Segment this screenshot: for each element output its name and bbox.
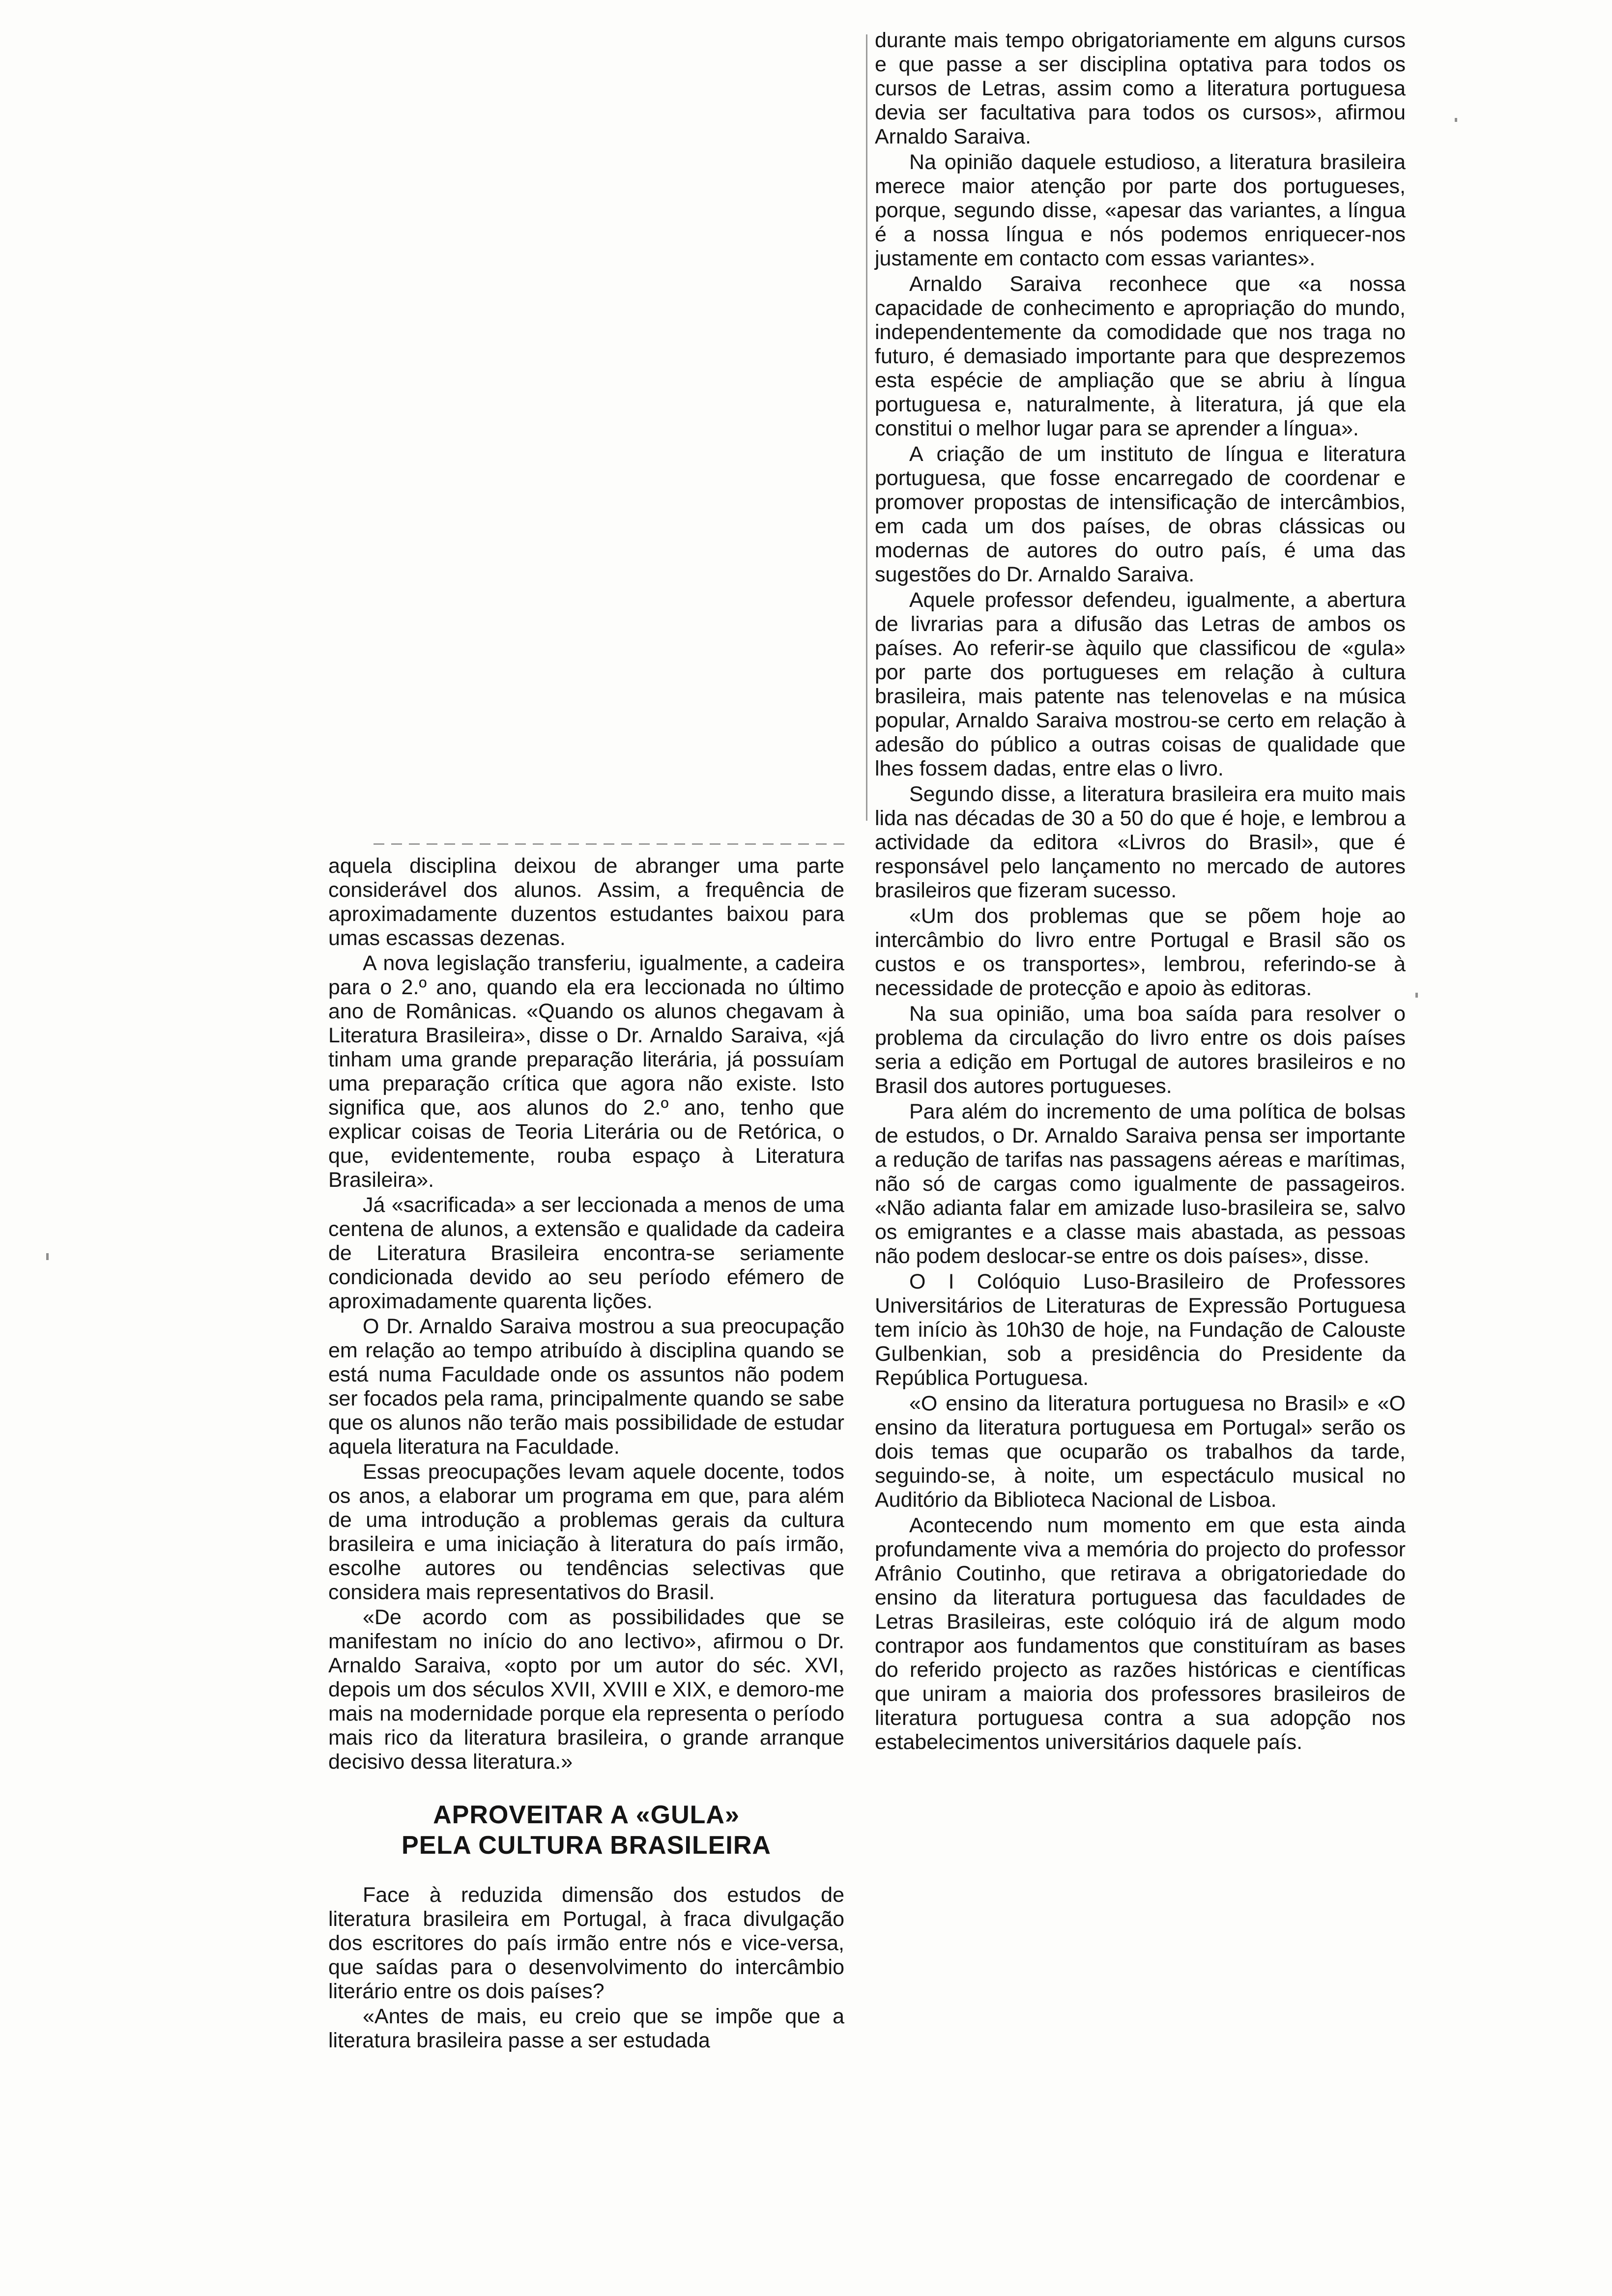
article-paragraph: Face à reduzida dimensão dos estudos de literatura brasileira em Portugal, à fraca divulgação dos escritores do país irmão entre nós e vice-versa, que saídas para o desenvolvimento do intercâmbio literário entre os dois países? [328,1883,844,2003]
scan-speck [46,1253,49,1260]
scan-speck [1415,993,1418,998]
scan-speck [1455,118,1457,122]
article-paragraph: O Dr. Arnaldo Saraiva mostrou a sua preocupação em relação ao tempo atribuído à disciplina quando se está numa Faculdade onde os assuntos não podem ser focados pela rama, principalmente quando se sabe que os alunos não terão mais possibilidade de estudar aquela literatura na Faculdade. [328,1315,844,1459]
subheading-line: PELA CULTURA BRASILEIRA [402,1831,771,1860]
left-column [328,854,844,2279]
article-paragraph: «O ensino da literatura portuguesa no Brasil» e «O ensino da literatura portuguesa em Portugal» serão os dois temas que ocuparão os trabalhos da tarde, seguindo-se, à noite, um espectáculo musical no Auditório da Biblioteca Nacional de Lisboa. [875,1392,1406,1512]
article-paragraph: A nova legislação transferiu, igualmente, a cadeira para o 2.º ano, quando ela era leccionada no último ano de Românicas. «Quando os alunos chegavam à Literatura Brasileira», disse o Dr. Arnaldo Saraiva, «já tinham uma grande preparação literária, já possuíam uma preparação crítica que agora não existe. Isto significa que, aos alunos do 2.º ano, tenho que explicar coisas de Teoria Literária ou de Retórica, o que, evidentemente, rouba espaço à Literatura Brasileira». [328,951,844,1192]
article-paragraph: durante mais tempo obrigatoriamente em alguns cursos e que passe a ser disciplina optativa para todos os cursos de Letras, assim como a literatura portuguesa devia ser facultativa para todos os cursos», afirmou Arnaldo Saraiva. [875,29,1406,148]
article-paragraph: Já «sacrificada» a ser leccionada a menos de uma centena de alunos, a extensão e qualidade da cadeira de Literatura Brasileira encontra-se seriamente condicionada devido ao seu período efémero de aproximadamente quarenta lições. [328,1193,844,1313]
article-paragraph: Essas preocupações levam aquele docente, todos os anos, a elaborar um programa em que, para além de uma introdução a problemas gerais da cultura brasileira e uma iniciação à literatura do país irmão, escolhe autores ou tendências selectivas que considera mais representativos do Brasil. [328,1460,844,1604]
article-paragraph: Para além do incremento de uma política de bolsas de estudos, o Dr. Arnaldo Saraiva pensa ser importante a redução de tarifas nas passagens aéreas e marítimas, não só de cargas como igualmente de passageiros. «Não adianta falar em amizade luso-brasileira se, salvo os emigrantes e a classe mais abastada, as pessoas não podem deslocar-se entre os dois países», disse. [875,1100,1406,1268]
column-cut-line [866,34,867,821]
article-paragraph: Aquele professor defendeu, igualmente, a abertura de livrarias para a difusão das Letras de ambos os países. Ao referir-se àquilo que classificou de «gula» por parte dos portugueses em relação à cultura brasileira, mais patente nas telenovelas e na música popular, Arnaldo Saraiva mostrou-se certo em relação à adesão do público a outras coisas de qualidade que lhes fossem dadas, entre elas o livro. [875,588,1406,780]
article-paragraph: Acontecendo num momento em que esta ainda profundamente viva a memória do projecto do professor Afrânio Coutinho, que retirava a obrigatoriedade do ensino da literatura portuguesa das faculdades de Letras Brasileiras, este colóquio irá de algum modo contrapor aos fundamentos que constituíram as bases do referido projecto as razões históricas e científicas que uniram a maioria dos professores brasileiros de literatura portuguesa contra a sua adopção nos estabelecimentos universitários daquele país. [875,1514,1406,1754]
article-paragraph: «De acordo com as possibilidades que se manifestam no início do ano lectivo», afirmou o Dr. Arnaldo Saraiva, «opto por um autor do séc. XVI, depois um dos séculos XVII, XVIII e XIX, e demoro-me mais na modernidade porque ela representa o período mais rico da literatura brasileira, o grande arranque decisivo dessa literatura.» [328,1606,844,1774]
article-paragraph: A criação de um instituto de língua e literatura portuguesa, que fosse encarregado de coordenar e promover propostas de intensificação de intercâmbios, em cada um dos países, de obras clássicas ou modernas de autores do outro país, é uma das sugestões do Dr. Arnaldo Saraiva. [875,442,1406,586]
article-paragraph: «Um dos problemas que se põem hoje ao intercâmbio do livro entre Portugal e Brasil são os custos e os transportes», lembrou, referindo-se à necessidade de protecção e apoio às editoras. [875,904,1406,1000]
subheading-line: APROVEITAR A «GULA» [433,1801,740,1829]
article-paragraph: Na opinião daquele estudioso, a literatura brasileira merece maior atenção por parte dos portugueses, porque, segundo disse, «apesar das variantes, a língua é a nossa língua e nós podemos enriquecer-nos justamente em contacto com essas variantes». [875,150,1406,270]
article-paragraph: aquela disciplina deixou de abranger uma parte considerável dos alunos. Assim, a frequência de aproximadamente duzentos estudantes baixou para umas escassas dezenas. [328,854,844,950]
article-paragraph: O I Colóquio Luso-Brasileiro de Professores Universitários de Literaturas de Expressão Portuguesa tem início às 10h30 de hoje, na Fundação de Calouste Gulbenkian, sob a presidência do Presidente da República Portuguesa. [875,1270,1406,1390]
article-paragraph: Arnaldo Saraiva reconhece que «a nossa capacidade de conhecimento e apropriação do mundo, independentemente da comodidade que nos traga no futuro, é demasiado importante para que desprezemos esta espécie de ampliação que se abriu à língua portuguesa e, naturalmente, à literatura, já que ela constitui o melhor lugar para se aprender a língua». [875,272,1406,440]
article-paragraph: «Antes de mais, eu creio que se impõe que a literatura brasileira passe a ser estudada [328,2005,844,2052]
article-paragraph: Na sua opinião, uma boa saída para resolver o problema da circulação do livro entre os dois países seria a edição em Portugal de autores brasileiros e no Brasil dos autores portugueses. [875,1002,1406,1098]
article-paragraph: Segundo disse, a literatura brasileira era muito mais lida nas décadas de 30 a 50 do que é hoje, e lembrou a actividade da editora «Livros do Brasil», que é responsável pelo lançamento no mercado de autores brasileiros que fizeram sucesso. [875,782,1406,902]
right-column [875,29,1406,2279]
clipping-cut-edge [374,843,845,845]
section-subheading [328,1800,844,1861]
